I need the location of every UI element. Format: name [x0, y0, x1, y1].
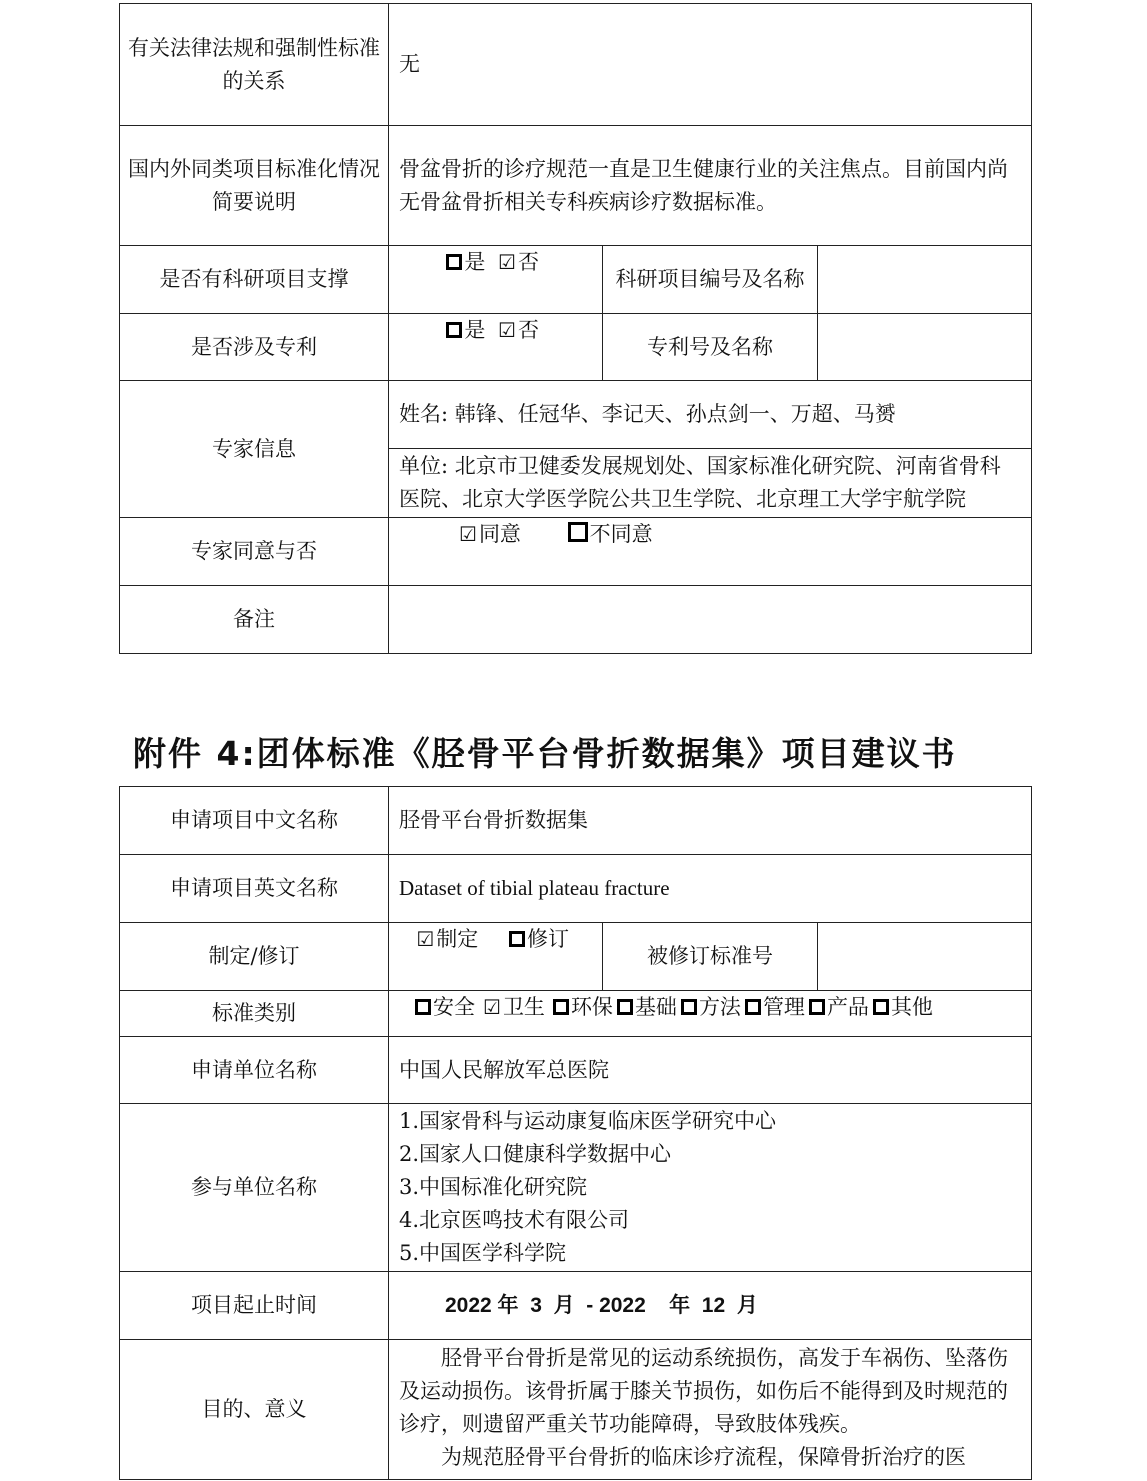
period-value: 2022 年 3 月 - 2022 年 12 月	[389, 1272, 1032, 1340]
participants-label: 参与单位名称	[120, 1104, 389, 1272]
research-no-option[interactable]: ☑否	[498, 246, 539, 279]
expert-units: 单位: 北京市卫健委发展规划处、国家标准化研究院、河南省骨科医院、北京大学医学院公共卫生学院、北京理工大学宇航学院	[399, 454, 1001, 511]
empty-checkbox-icon[interactable]	[509, 931, 525, 947]
category-basic[interactable]: 基础	[617, 991, 677, 1024]
expert-names: 姓名: 韩锋、任冠华、李记天、孙点剑一、万超、马赟	[389, 381, 1031, 449]
category-health[interactable]: ☑卫生	[483, 991, 545, 1024]
empty-checkbox-icon[interactable]	[745, 999, 761, 1015]
participant-item: 1.国家骨科与运动康复临床医学研究中心	[399, 1109, 777, 1133]
make-option[interactable]: ☑制定	[416, 923, 478, 956]
patent-label: 是否涉及专利	[120, 314, 389, 381]
law-relation-label: 有关法律法规和强制性标准的关系	[120, 4, 389, 126]
applicant-value: 中国人民解放军总医院	[389, 1037, 1032, 1104]
revise-label: 制定/修订	[120, 923, 389, 991]
category-method[interactable]: 方法	[681, 991, 741, 1024]
checked-checkbox-icon[interactable]: ☑	[498, 318, 516, 342]
participant-item: 4.北京医鸣技术有限公司	[399, 1208, 630, 1232]
empty-checkbox-icon[interactable]	[873, 999, 889, 1015]
category-label: 标准类别	[120, 991, 389, 1037]
patent-no-option[interactable]: ☑否	[498, 314, 539, 347]
purpose-paragraph-2: 为规范胫骨平台骨折的临床诊疗流程，保障骨折治疗的医	[441, 1445, 966, 1469]
en-name-value: Dataset of tibial plateau fracture	[389, 855, 1032, 923]
remark-label: 备注	[120, 586, 389, 654]
expert-agree-options	[389, 518, 1032, 586]
empty-checkbox-icon[interactable]	[809, 999, 825, 1015]
purpose-paragraph-1: 胫骨平台骨折是常见的运动系统损伤，高发于车祸伤、坠落伤及运动损伤。该骨折属于膝关节损伤，如伤后不能得到及时规范的诊疗，则遗留严重关节功能障碍，导致肢体残疾。	[399, 1346, 1008, 1436]
purpose-value	[389, 1340, 1032, 1480]
research-number-value	[817, 246, 1031, 314]
empty-checkbox-icon[interactable]	[568, 522, 588, 542]
expert-agree-label: 专家同意与否	[120, 518, 389, 586]
domestic-standard-label: 国内外同类项目标准化情况简要说明	[120, 126, 389, 246]
revise-option[interactable]: 修订	[509, 923, 569, 956]
empty-checkbox-icon[interactable]	[681, 999, 697, 1015]
empty-checkbox-icon[interactable]	[553, 999, 569, 1015]
patent-number-value	[817, 314, 1031, 381]
category-options	[389, 991, 1032, 1037]
project-info-table-continued	[119, 3, 1032, 654]
remark-value	[389, 586, 1032, 654]
checked-checkbox-icon[interactable]: ☑	[416, 927, 435, 951]
cn-name-value: 胫骨平台骨折数据集	[389, 787, 1032, 855]
empty-checkbox-icon[interactable]	[446, 254, 462, 270]
revised-std-value	[817, 923, 1031, 991]
empty-checkbox-icon[interactable]	[446, 322, 462, 338]
category-product[interactable]: 产品	[809, 991, 869, 1024]
disagree-option[interactable]: 不同意	[568, 518, 653, 551]
patent-number-label: 专利号及名称	[603, 314, 817, 381]
category-management[interactable]: 管理	[745, 991, 805, 1024]
category-safety[interactable]: 安全	[415, 991, 475, 1024]
checked-checkbox-icon[interactable]: ☑	[483, 995, 501, 1019]
cn-name-label: 申请项目中文名称	[120, 787, 389, 855]
empty-checkbox-icon[interactable]	[617, 999, 633, 1015]
purpose-label: 目的、意义	[120, 1340, 389, 1480]
revised-std-label: 被修订标准号	[603, 923, 817, 991]
checked-checkbox-icon[interactable]: ☑	[459, 522, 477, 546]
agree-option[interactable]: ☑同意	[459, 518, 521, 551]
category-environment[interactable]: 环保	[553, 991, 613, 1024]
participant-item: 3.中国标准化研究院	[399, 1175, 588, 1199]
participant-item: 5.中国医学科学院	[399, 1241, 567, 1265]
patent-options	[389, 314, 603, 381]
research-support-options	[389, 246, 603, 314]
category-other[interactable]: 其他	[873, 991, 933, 1024]
research-yes-option[interactable]: 是	[446, 246, 485, 279]
expert-info-cell	[389, 381, 1032, 518]
participants-list	[389, 1104, 1032, 1272]
project-proposal-table	[119, 786, 1032, 1480]
applicant-label: 申请单位名称	[120, 1037, 389, 1104]
law-relation-value: 无	[389, 4, 1032, 126]
revise-options	[389, 923, 603, 991]
empty-checkbox-icon[interactable]	[415, 999, 431, 1015]
section-title: 附件 4:团体标准《胫骨平台骨折数据集》项目建议书	[133, 734, 957, 773]
en-name-label: 申请项目英文名称	[120, 855, 389, 923]
period-label: 项目起止时间	[120, 1272, 389, 1340]
expert-info-label: 专家信息	[120, 381, 389, 518]
patent-yes-option[interactable]: 是	[446, 314, 485, 347]
participant-item: 2.国家人口健康科学数据中心	[399, 1142, 672, 1166]
checked-checkbox-icon[interactable]: ☑	[498, 250, 516, 274]
domestic-standard-value: 骨盆骨折的诊疗规范一直是卫生健康行业的关注焦点。目前国内尚无骨盆骨折相关专科疾病诊疗数据标准。	[389, 126, 1032, 246]
research-number-label: 科研项目编号及名称	[603, 246, 817, 314]
research-support-label: 是否有科研项目支撑	[120, 246, 389, 314]
